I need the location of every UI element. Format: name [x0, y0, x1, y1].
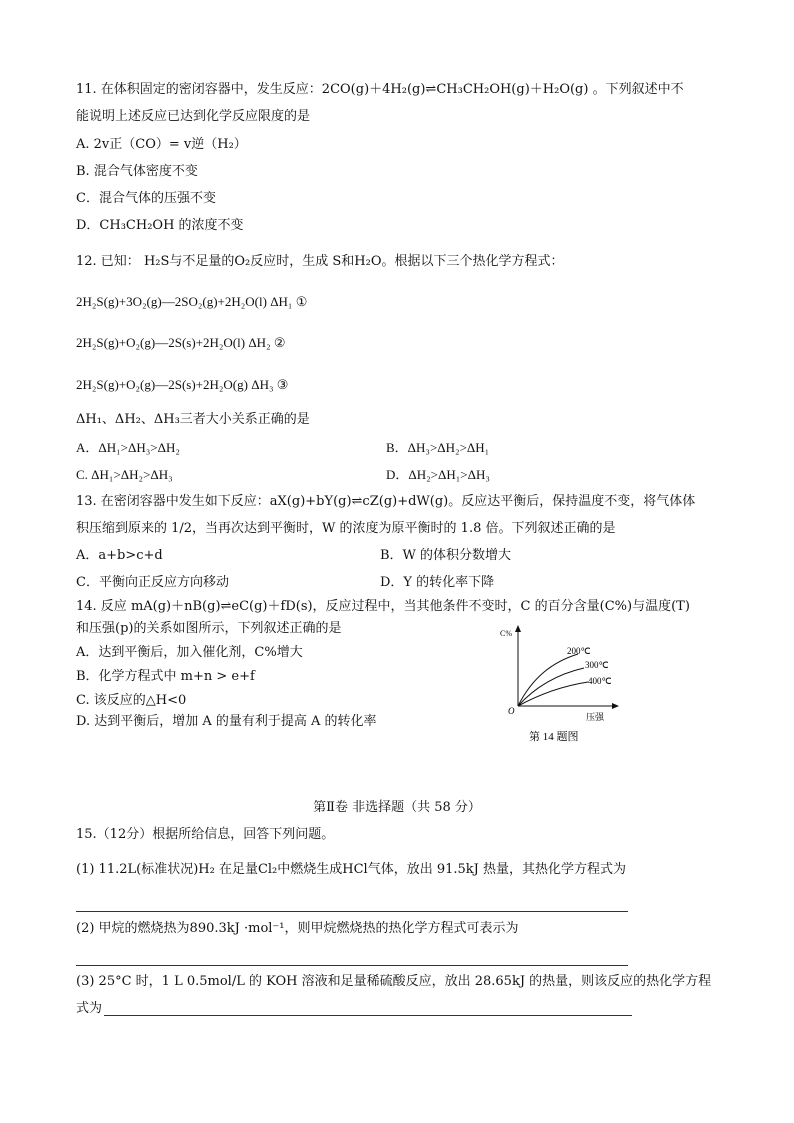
curve-200c-label: 200℃ — [567, 646, 591, 656]
q14-option-a: A．达到平衡后，加入催化剂，C%增大 — [76, 645, 303, 660]
q15-stem: 15.（12分）根据所给信息，回答下列问题。 — [76, 827, 335, 842]
curve-300c — [518, 668, 584, 706]
q12-equation-1: 2H₂S(g)+3O₂(g)—2SO₂(g)+2H₂O(l) ΔH₁ ① — [76, 294, 308, 309]
q15-part3-line2: 式为 — [76, 1001, 103, 1016]
q14-stem-line2: 和压强(p)的关系如图所示，下列叙述正确的是 — [76, 621, 342, 636]
figure-origin: O — [508, 706, 515, 716]
q11-option-b: B. 混合气体密度不变 — [76, 164, 198, 179]
q14-stem-line1: 14. 反应 mA(g)＋nB(g)⇌eC(g)＋fD(s)，反应过程中，当其他条件不变时，C 的百分含量(C%)与温度(T) — [76, 599, 690, 614]
q15-part3-line1: (3) 25°C 时，1 L 0.5mol/L 的 KOH 溶液和足量稀硫酸反应，放出 28.65kJ 的热量，则该反应的热化学方程 — [76, 974, 712, 989]
q12-equation-3: 2H₂S(g)+O₂(g)—2S(s)+2H₂O(g) ΔH₃ ③ — [76, 377, 289, 392]
q15-part3-answer-line[interactable] — [104, 1015, 632, 1016]
section-heading: 第Ⅱ卷 非选择题（共 58 分） — [313, 800, 481, 815]
q11-stem-line2: 能说明上述反应已达到化学反应限度的是 — [76, 109, 311, 124]
x-axis-arrow-icon — [612, 703, 619, 709]
q11-option-c: C．混合气体的压强不变 — [76, 191, 216, 206]
q13-stem-line2: 积压缩到原来的 1/2，当再次达到平衡时，W 的浓度为原平衡时的 1.8 倍。下列叙述正确的是 — [76, 521, 616, 536]
figure-x-label: 压强 — [586, 712, 605, 722]
q13-stem-line1: 13. 在密闭容器中发生如下反应：aX(g)+bY(g)⇌cZ(g)+dW(g)。反应达平衡后，保持温度不变，将气体体 — [76, 494, 696, 509]
figure-y-label: C% — [500, 629, 512, 638]
q11-option-d: D．CH₃CH₂OH 的浓度不变 — [76, 218, 244, 233]
q12-option-a: A．ΔH₁>ΔH₃>ΔH₂ — [76, 440, 180, 455]
q14-option-d: D. 达到平衡后，增加 A 的量有利于提高 A 的转化率 — [76, 714, 377, 729]
q14-option-c: C. 该反应的△H<0 — [76, 693, 187, 708]
q14-figure — [496, 624, 620, 746]
q15-part2: (2) 甲烷的燃烧热为890.3kJ ·mol⁻¹，则甲烷燃烧热的热化学方程式可表示为 — [76, 921, 519, 936]
curve-200c — [518, 654, 578, 706]
q12-option-c: C. ΔH₁>ΔH₂>ΔH₃ — [76, 467, 173, 482]
q12-option-b: B．ΔH₃>ΔH₂>ΔH₁ — [386, 440, 490, 455]
curve-400c — [518, 682, 588, 706]
q13-option-a: A．a+b>c+d — [76, 548, 163, 563]
q13-option-d: D．Y 的转化率下降 — [380, 575, 495, 590]
q12-stem: 12. 已知： H₂S与不足量的O₂反应时，生成 S和H₂O。根据以下三个热化学方程式： — [76, 254, 564, 269]
q12-option-d: D．ΔH₂>ΔH₁>ΔH₃ — [386, 467, 490, 482]
y-axis-arrow-icon — [515, 625, 521, 632]
q12-equation-2: 2H₂S(g)+O₂(g)—2S(s)+2H₂O(l) ΔH₂ ② — [76, 335, 286, 350]
curve-300c-label: 300℃ — [585, 660, 609, 670]
q15-part2-answer-line[interactable] — [76, 965, 628, 966]
curve-400c-label: 400℃ — [588, 676, 612, 686]
q13-option-b: B．W 的体积分数增大 — [380, 548, 512, 563]
figure-caption: 第 14 题图 — [529, 731, 579, 743]
q14-option-b: B．化学方程式中 m+n > e+f — [76, 669, 255, 684]
q15-part1-answer-line[interactable] — [76, 911, 628, 912]
q11-stem-line1: 11. 在体积固定的密闭容器中，发生反应：2CO(g)＋4H₂(g)⇌CH₃CH₂OH(g)＋H₂O(g) 。下列叙述中不 — [76, 82, 684, 97]
q11-option-a: A. 2v正（CO）= v逆（H₂） — [76, 137, 247, 152]
q15-part1: (1) 11.2L(标准状况)H₂ 在足量Cl₂中燃烧生成HCl气体，放出 91.5kJ 热量，其热化学方程式为 — [76, 862, 627, 877]
q13-option-c: C．平衡向正反应方向移动 — [76, 575, 229, 590]
q12-question: ΔH₁、ΔH₂、ΔH₃三者大小关系正确的是 — [76, 412, 310, 427]
